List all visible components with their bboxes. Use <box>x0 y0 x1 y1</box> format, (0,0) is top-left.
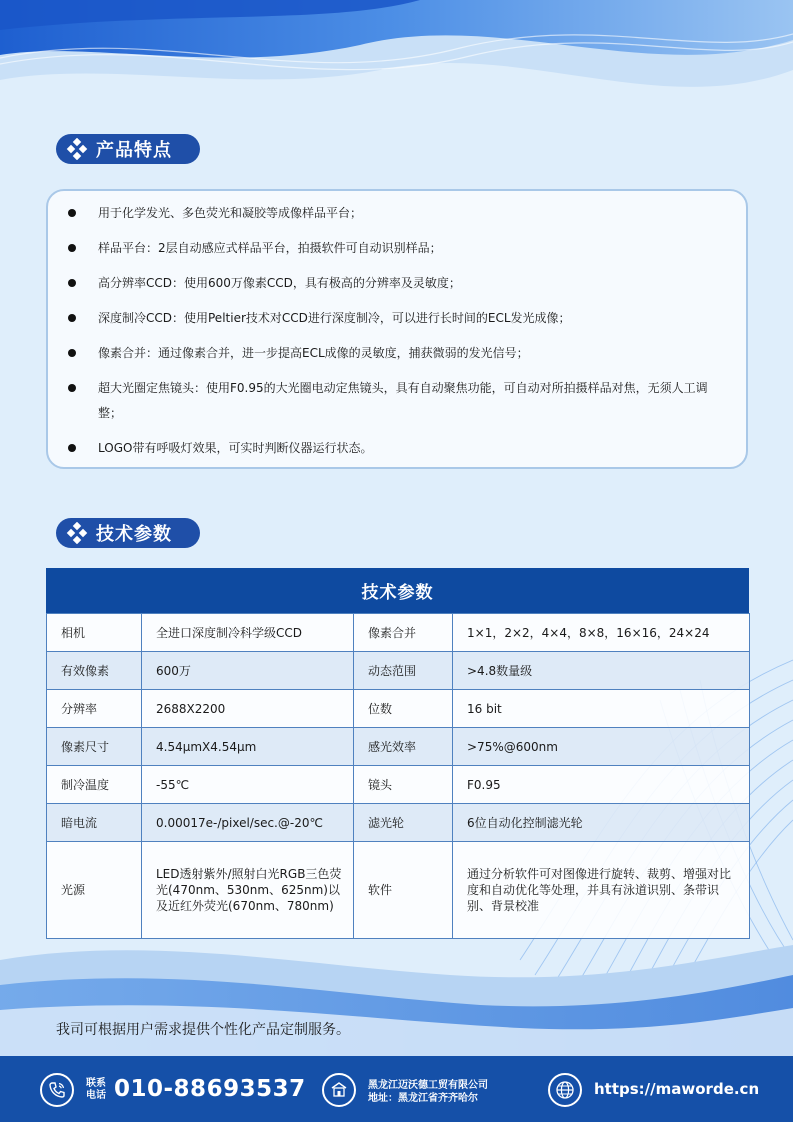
spec-key: 制冷温度 <box>47 766 142 804</box>
diamond-grid-icon <box>66 522 88 544</box>
spec-key: 相机 <box>47 614 142 652</box>
footer-bar <box>0 1056 793 1122</box>
spec-value: 16 bit <box>453 690 750 728</box>
spec-key: 软件 <box>354 842 453 939</box>
spec-key: 有效像素 <box>47 652 142 690</box>
features-box <box>46 189 748 469</box>
company-info <box>368 1079 488 1105</box>
spec-key: 滤光轮 <box>354 804 453 842</box>
spec-key: 镜头 <box>354 766 453 804</box>
table-row <box>47 690 750 728</box>
bullet-icon <box>68 209 76 217</box>
spec-value: 4.54μmX4.54μm <box>142 728 354 766</box>
spec-value: >4.8数量级 <box>453 652 750 690</box>
spec-table <box>46 613 750 939</box>
bullet-icon <box>68 244 76 252</box>
feature-text: 像素合并：通过像素合并，进一步提高ECL成像的灵敏度，捕获微弱的发光信号； <box>98 346 529 360</box>
feature-item <box>66 436 728 461</box>
spec-key: 光源 <box>47 842 142 939</box>
feature-item <box>66 201 728 226</box>
feature-item <box>66 271 728 296</box>
spec-key: 像素尺寸 <box>47 728 142 766</box>
feature-text: LOGO带有呼吸灯效果，可实时判断仪器运行状态。 <box>98 441 373 455</box>
spec-value: 通过分析软件可对图像进行旋转、裁剪、增强对比度和自动优化等处理，并具有泳道识别、条带识别、背景校准 <box>453 842 750 939</box>
table-row <box>47 728 750 766</box>
spec-value: 0.00017e-/pixel/sec.@-20℃ <box>142 804 354 842</box>
website-link[interactable]: https://mawordе.cn <box>594 1080 760 1098</box>
spec-value: 2688X2200 <box>142 690 354 728</box>
spec-key: 暗电流 <box>47 804 142 842</box>
feature-text: 样品平台：2层自动感应式样品平台，拍摄软件可自动识别样品； <box>98 241 442 255</box>
phone-icon <box>40 1073 74 1107</box>
bullet-icon <box>68 314 76 322</box>
spec-table-wrapper <box>46 568 749 939</box>
custom-service-note: 我司可根据用户需求提供个性化产品定制服务。 <box>56 1022 350 1038</box>
table-row <box>47 614 750 652</box>
features-list <box>66 201 728 471</box>
contact-label-line1: 联系 <box>86 1078 106 1089</box>
spec-value: F0.95 <box>453 766 750 804</box>
spec-value: 600万 <box>142 652 354 690</box>
spec-key: 像素合并 <box>354 614 453 652</box>
spec-value: LED透射紫外/照射白光RGB三色荧光(470nm、530nm、625nm)以及近红外荧光(670nm、780nm) <box>142 842 354 939</box>
bullet-icon <box>68 279 76 287</box>
bullet-icon <box>68 384 76 392</box>
spec-value: -55℃ <box>142 766 354 804</box>
table-row <box>47 804 750 842</box>
feature-text: 用于化学发光、多色荧光和凝胶等成像样品平台； <box>98 206 363 220</box>
spec-value: 6位自动化控制滤光轮 <box>453 804 750 842</box>
globe-icon <box>548 1073 582 1107</box>
table-row <box>47 766 750 804</box>
table-row <box>47 842 750 939</box>
diamond-grid-icon <box>66 138 88 160</box>
spec-key: 分辨率 <box>47 690 142 728</box>
feature-text: 深度制冷CCD：使用Peltier技术对CCD进行深度制冷，可以进行长时间的ECL发光成像； <box>98 311 571 325</box>
bullet-icon <box>68 444 76 452</box>
feature-item <box>66 236 728 261</box>
feature-text: 高分辨率CCD：使用600万像素CCD，具有极高的分辨率及灵敏度； <box>98 276 461 290</box>
company-address: 地址：黑龙江省齐齐哈尔 <box>368 1093 478 1104</box>
feature-item <box>66 376 728 426</box>
contact-label <box>86 1078 106 1102</box>
feature-item <box>66 306 728 331</box>
features-section-header <box>56 134 200 164</box>
features-title: 产品特点 <box>96 140 172 161</box>
table-row <box>47 652 750 690</box>
building-icon <box>322 1073 356 1107</box>
spec-value: >75%@600nm <box>453 728 750 766</box>
spec-value: 1×1，2×2，4×4，8×8，16×16，24×24 <box>453 614 750 652</box>
spec-key: 动态范围 <box>354 652 453 690</box>
company-name: 黑龙江迈沃德工贸有限公司 <box>368 1080 488 1091</box>
contact-label-line2: 电话 <box>86 1090 106 1101</box>
bullet-icon <box>68 349 76 357</box>
spec-key: 感光效率 <box>354 728 453 766</box>
specs-section-header <box>56 518 200 548</box>
feature-item <box>66 341 728 366</box>
specs-section-title: 技术参数 <box>96 524 172 545</box>
spec-value: 全进口深度制冷科学级CCD <box>142 614 354 652</box>
spec-table-title: 技术参数 <box>46 568 749 613</box>
spec-key: 位数 <box>354 690 453 728</box>
phone-number[interactable]: 010-88693537 <box>114 1076 306 1102</box>
feature-text: 超大光圈定焦镜头：使用F0.95的大光圈电动定焦镜头，具有自动聚焦功能，可自动对所拍摄样品对焦，无须人工调整； <box>98 381 708 420</box>
